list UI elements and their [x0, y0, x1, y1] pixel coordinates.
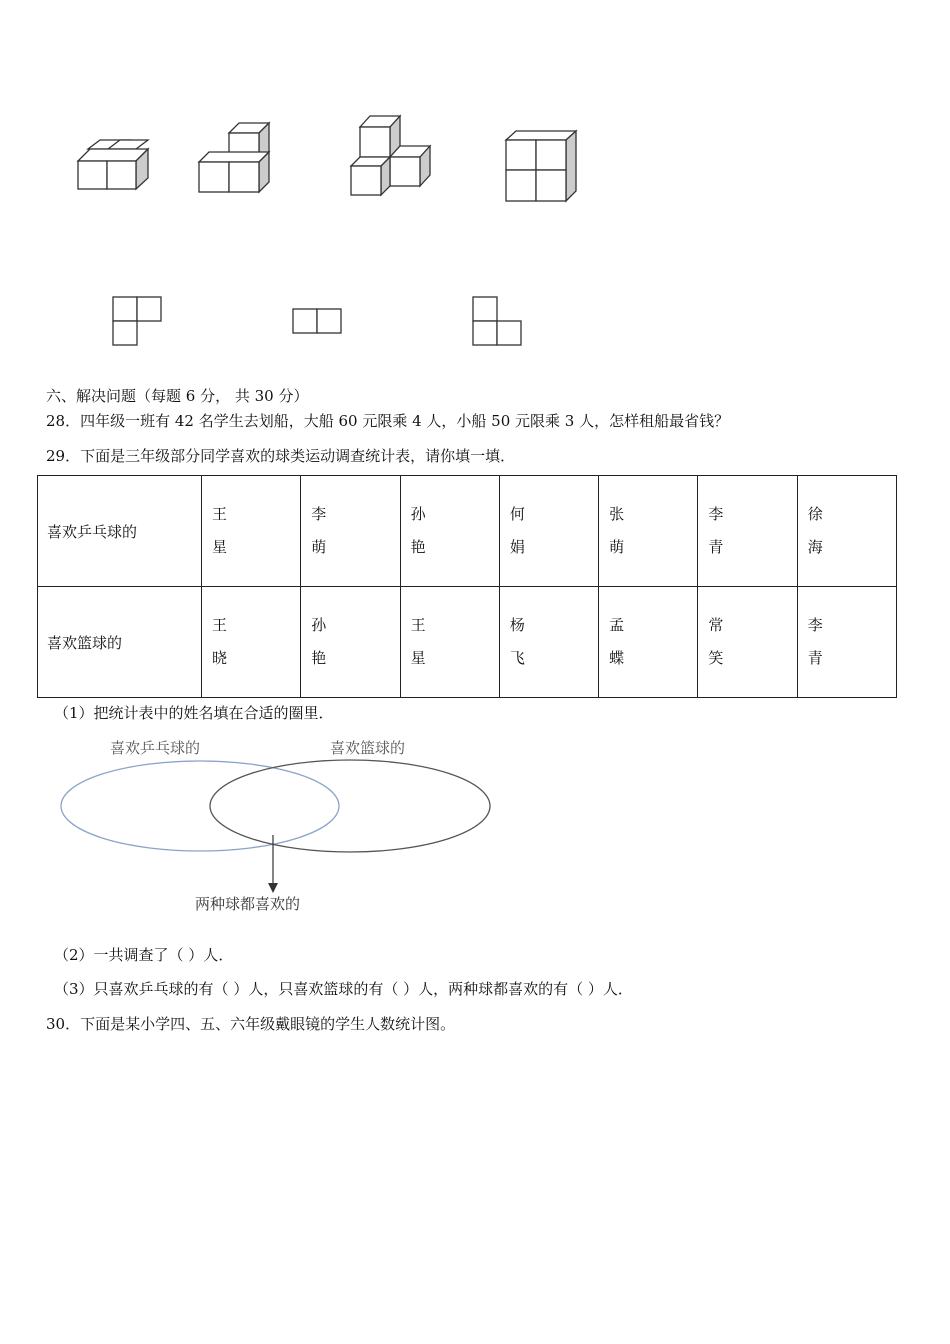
- name-cell: 王 星: [400, 587, 499, 698]
- name-cell: 徐 海: [797, 476, 896, 587]
- name-cell: 王 晓: [202, 587, 301, 698]
- view-figure-3: [473, 297, 521, 345]
- view-figure-2: [293, 309, 341, 333]
- section-six-title: 六、解决问题（每题 6 分， 共 30 分）: [46, 387, 309, 405]
- venn-left-label: 喜欢乒乓球的: [110, 739, 201, 757]
- name-cell: 孙 艳: [301, 587, 400, 698]
- name-cell: 王 星: [202, 476, 301, 587]
- question-28: 28．四年级一班有 42 名学生去划船，大船 60 元限乘 4 人，小船 50 元限乘 3 人，怎样租船最省钱？: [46, 412, 730, 430]
- question-30: 30．下面是某小学四、五、六年级戴眼镜的学生人数统计图。: [46, 1015, 456, 1033]
- cube-figure-4: [506, 131, 576, 201]
- name-cell: 常 笑: [698, 587, 797, 698]
- survey-table: [37, 475, 897, 698]
- name-cell: 孟 蝶: [599, 587, 698, 698]
- question-29: 29．下面是三年级部分同学喜欢的球类运动调查统计表，请你填一填．: [46, 447, 516, 465]
- table-row: [38, 476, 897, 587]
- cube-figure-2: [199, 123, 269, 192]
- name-cell: 张 萌: [599, 476, 698, 587]
- venn-right-circle: [210, 760, 490, 852]
- view-figure-1: [113, 297, 161, 345]
- venn-diagram: [55, 755, 505, 915]
- venn-left-circle: [61, 761, 339, 851]
- table-row: [38, 587, 897, 698]
- row-label: 喜欢乒乓球的: [38, 476, 202, 587]
- name-cell: 何 娟: [499, 476, 598, 587]
- venn-arrow-head: [268, 883, 278, 893]
- cube-figure-1: [78, 140, 148, 189]
- cube-figure-3: [351, 116, 430, 195]
- name-cell: 李 萌: [301, 476, 400, 587]
- question-29-part-2: （2）一共调查了（ ）人．: [54, 946, 234, 964]
- name-cell: 李 青: [698, 476, 797, 587]
- question-29-part-1: （1）把统计表中的姓名填在合适的圈里．: [54, 704, 334, 722]
- cube-figures: [60, 100, 620, 220]
- row-label: 喜欢篮球的: [38, 587, 202, 698]
- name-cell: 孙 艳: [400, 476, 499, 587]
- name-cell: 李 青: [797, 587, 896, 698]
- name-cell: 杨 飞: [499, 587, 598, 698]
- venn-right-label: 喜欢篮球的: [330, 739, 406, 757]
- venn-bottom-label: 两种球都喜欢的: [195, 895, 301, 913]
- view-figures: [100, 290, 540, 350]
- question-29-part-3: （3）只喜欢乒乓球的有（ ）人，只喜欢篮球的有（ ）人，两种球都喜欢的有（ ）人．: [54, 980, 633, 998]
